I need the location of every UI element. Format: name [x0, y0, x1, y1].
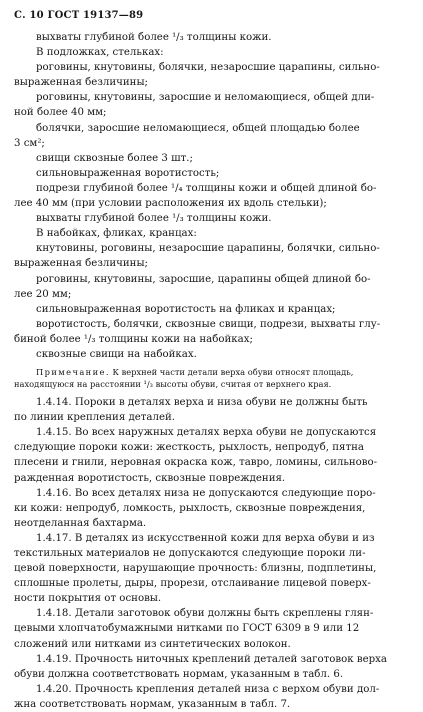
clause-line: сложений или нитками из синтетических волокон.: [14, 638, 291, 650]
defect-line: роговины, кнутовины, болячки, незаросшие царапины, сильно-: [36, 62, 380, 74]
defect-line: роговины, кнутовины, заросшие, царапины общей длиной бо-: [36, 273, 371, 285]
clause-line: цевой поверхности, нарушающие прочность: близны, подплетины,: [14, 563, 377, 575]
clause-line: 1.4.15. Во всех наружных деталях верха обуви не допускаются: [36, 427, 377, 439]
defect-line: выраженная безличины;: [14, 258, 148, 270]
clause-line: 1.4.16. Во всех деталях низа не допускаются следующие поро-: [36, 487, 376, 499]
defect-line: лее 40 мм (при условии расположения их вдоль стельки);: [14, 198, 327, 210]
clause-line: ражденная воротистость, сквозные повреждения.: [14, 472, 286, 484]
note-label: Примечание.: [36, 367, 110, 378]
clause-line: ки кожи: непродуб, ломкость, рыхлость, сквозные повреждения,: [14, 502, 366, 514]
clause-line: сплошные пролеты, дыры, прорези, отслаивание лицевой поверх-: [14, 578, 371, 590]
clause-line: 1.4.17. В деталях из искусственной кожи для верха обуви и из: [36, 532, 375, 544]
defect-line: роговины, кнутовины, заросшие и неломающиеся, общей дли-: [36, 92, 375, 104]
clause-line: цевыми хлопчатобумажными нитками по ГОСТ 6309 в 9 или 12: [14, 623, 360, 635]
defect-line: подрези глубиной более ¹/₄ толщины кожи и общей длиной бо-: [36, 182, 377, 194]
document-body: [14, 30, 412, 712]
clauses-list: [14, 395, 412, 712]
clause-line: 1.4.18. Детали заготовок обуви должны быть скреплены глян-: [36, 608, 374, 620]
defect-line: 3 см²;: [14, 137, 45, 149]
clause-line: 1.4.19. Прочность ниточных креплений деталей заготовок верха: [36, 653, 387, 665]
clause-line: жна соответствовать нормам, указанным в табл. 7.: [14, 698, 291, 710]
defect-line: выраженная безличины;: [14, 77, 148, 89]
defect-line: сильновыраженная воротистость;: [36, 167, 220, 179]
clause-line: неотделанная бахтарма.: [14, 517, 147, 529]
note-text-2: находящуюся на расстоянии ¹/₃ высоты обуви, считая от верхнего края.: [14, 379, 332, 390]
clause-line: 1.4.20. Прочность крепления деталей низа с верхом обуви дол-: [36, 683, 380, 695]
note-block: [14, 366, 412, 390]
defect-line: сильновыраженная воротистость на фликах и кранцах;: [36, 303, 336, 315]
note-text-1: К верхней части детали верха обуви относят площадь,: [109, 367, 354, 378]
defect-line: свищи сквозные более 3 шт.;: [36, 152, 193, 164]
defect-line: болячки, заросшие неломающиеся, общей площадью более: [36, 122, 360, 134]
clause-line: плесени и гнили, неровная окраска кож, тавро, ломины, сильново-: [14, 457, 378, 469]
clause-line: по линии крепления деталей.: [14, 412, 176, 424]
defect-line: ной более 40 мм;: [14, 107, 107, 119]
defects-list: [14, 30, 412, 362]
defect-line: лее 20 мм;: [14, 288, 72, 300]
clause-line: текстильных материалов не допускаются следующие пороки ли-: [14, 548, 366, 559]
clause-line: обуви должна соответствовать нормам, указанным в табл. 6.: [14, 668, 344, 680]
clause-line: следующие пороки кожи: жесткость, рыхлость, непродуб, пятна: [14, 442, 364, 454]
defect-line: выхваты глубиной более ¹/₃ толщины кожи.: [36, 213, 272, 225]
defect-line: биной более ¹/₃ толщины кожи на набойках;: [14, 333, 253, 345]
defect-line: воротистость, болячки, сквозные свищи, подрези, выхваты глу-: [36, 318, 381, 330]
defect-line: В набойках, фликах, кранцах:: [36, 228, 197, 240]
defect-line: сквозные свищи на набойках.: [36, 348, 197, 360]
clause-line: 1.4.14. Пороки в деталях верха и низа обуви не должны быть: [36, 397, 368, 409]
defect-line: В подложках, стельках:: [36, 47, 164, 59]
defect-line: выхваты глубиной более ¹/₃ толщины кожи.: [36, 32, 272, 43]
clause-line: ности покрытия от основы.: [14, 593, 162, 605]
defect-line: кнутовины, роговины, незаросшие царапины, болячки, сильно-: [36, 243, 380, 255]
page-header: С. 10 ГОСТ 19137—89: [14, 10, 144, 21]
